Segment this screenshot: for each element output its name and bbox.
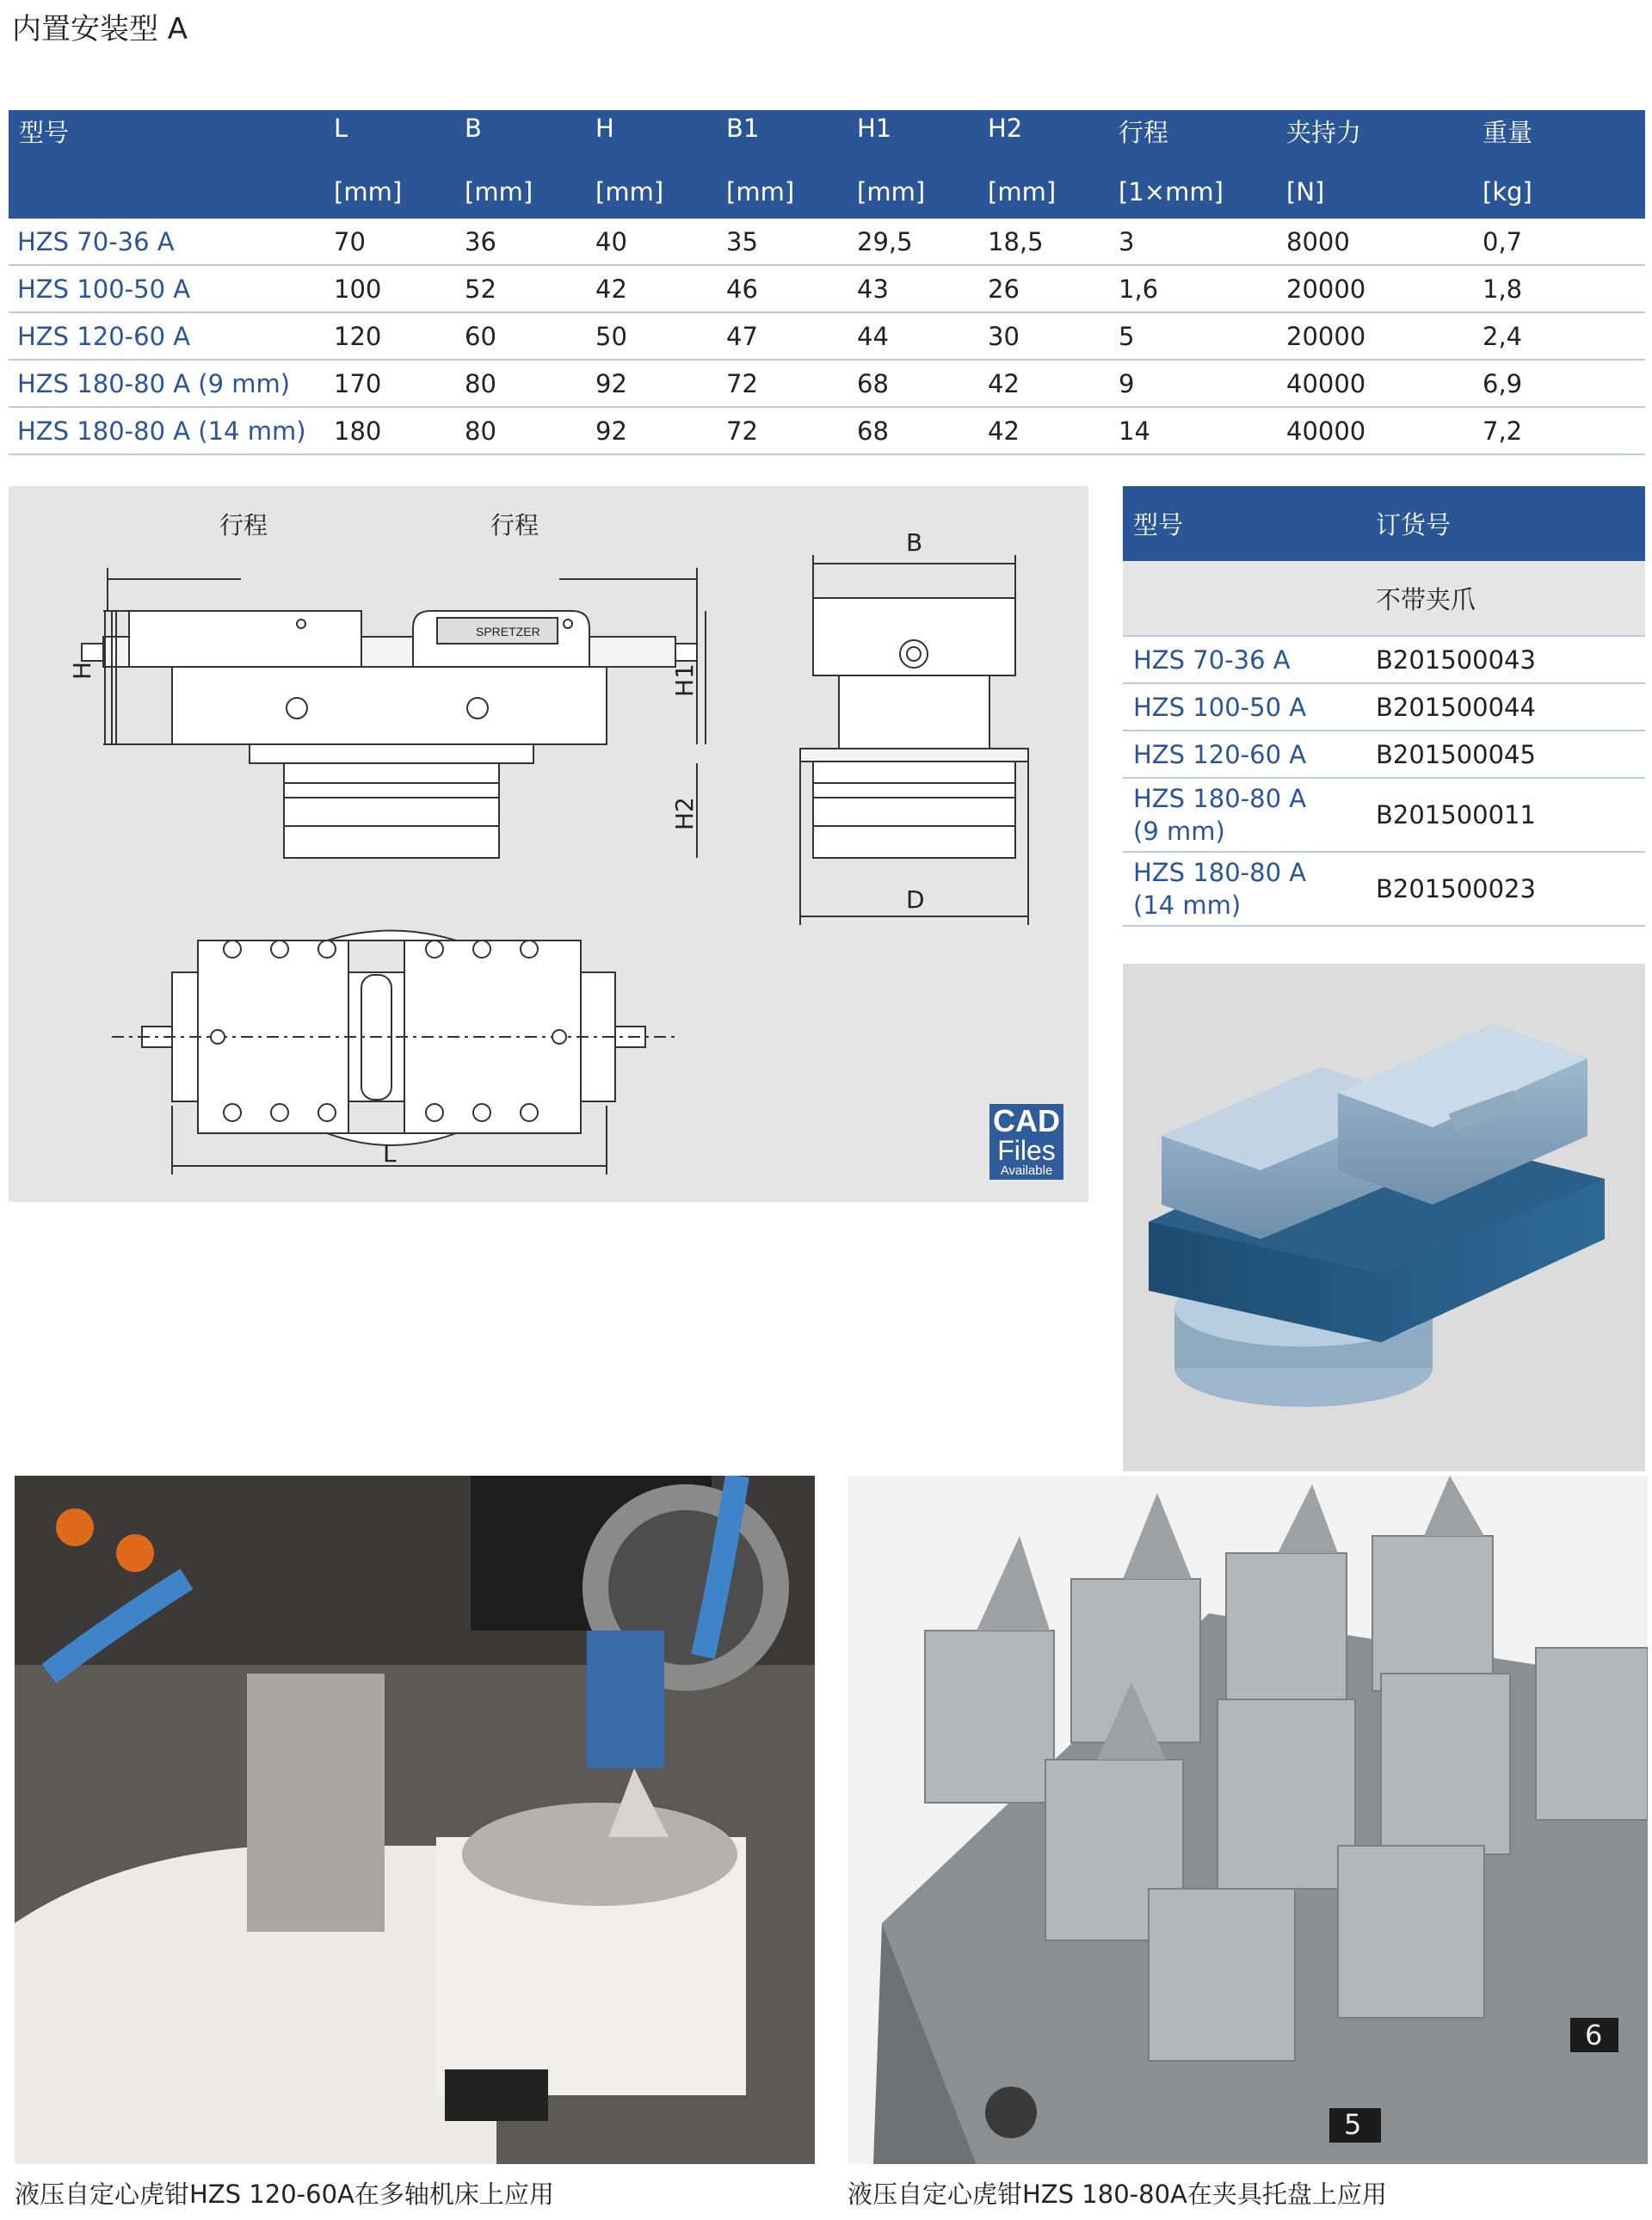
technical-drawing [9, 486, 1088, 1202]
col-header: B1 [716, 110, 847, 177]
spec-value-cell: 120 [324, 312, 454, 360]
spec-value-cell: 80 [454, 360, 585, 407]
spec-value-cell: 50 [585, 312, 716, 360]
spec-value-cell: 100 [324, 265, 454, 312]
dim-label-stroke-right: 行程 [490, 511, 539, 540]
col-header: B [454, 110, 585, 177]
order-table [1123, 486, 1645, 927]
spec-value-cell: 29,5 [847, 219, 977, 265]
dim-label-h: H [68, 661, 96, 680]
col-unit: [kg] [1472, 177, 1645, 219]
spec-model-cell: HZS 70-36 A [9, 219, 324, 265]
spec-value-cell: 40000 [1276, 407, 1472, 454]
spec-value-cell: 92 [585, 407, 716, 454]
spec-model-cell: HZS 100-50 A [9, 265, 324, 312]
page-title: 内置安装型 A [12, 12, 188, 46]
col-unit: [mm] [977, 177, 1108, 219]
order-number-cell: B201500045 [1365, 731, 1645, 778]
order-number-cell: B201500043 [1365, 636, 1645, 683]
spec-value-cell: 72 [716, 360, 847, 407]
spec-value-cell: 70 [324, 219, 454, 265]
col-header: L [324, 110, 454, 177]
order-col-header: 订货号 [1365, 486, 1645, 561]
spec-value-cell: 2,4 [1472, 312, 1645, 360]
spec-value-cell: 30 [977, 312, 1108, 360]
spec-value-cell: 60 [454, 312, 585, 360]
spec-value-cell: 20000 [1276, 312, 1472, 360]
spec-value-cell: 1,8 [1472, 265, 1645, 312]
spec-body [9, 219, 1645, 454]
order-model-cell: HZS 100-50 A [1123, 683, 1365, 731]
order-row [1123, 731, 1645, 778]
col-header: H1 [847, 110, 977, 177]
caption-left-photo: 液压自定心虎钳HZS 120-60A在多轴机床上应用 [15, 2180, 554, 2209]
col-unit [9, 177, 324, 219]
col-unit: [mm] [324, 177, 454, 219]
photo-fixture-pallet [848, 1476, 1648, 2164]
col-header: 重量 [1472, 110, 1645, 177]
photo-multi-axis-machine [15, 1476, 815, 2164]
dim-label-l: L [383, 1139, 397, 1168]
spec-value-cell: 3 [1108, 219, 1276, 265]
spec-value-cell: 18,5 [977, 219, 1108, 265]
spec-value-cell: 68 [847, 360, 977, 407]
machine-photo-image [15, 1476, 815, 2164]
spec-value-cell: 8000 [1276, 219, 1472, 265]
col-unit: [mm] [847, 177, 977, 219]
col-header: 型号 [9, 110, 324, 177]
cad-badge-line1: CAD [993, 1103, 1060, 1138]
spec-row [9, 360, 1645, 407]
spec-value-cell: 20000 [1276, 265, 1472, 312]
dim-label-stroke-left: 行程 [219, 511, 268, 540]
spec-value-cell: 42 [585, 265, 716, 312]
order-row [1123, 778, 1645, 852]
spec-value-cell: 0,7 [1472, 219, 1645, 265]
col-header: 夹持力 [1276, 110, 1472, 177]
spec-value-cell: 40000 [1276, 360, 1472, 407]
spec-model-cell: HZS 120-60 A [9, 312, 324, 360]
order-number-cell: B201500011 [1365, 778, 1645, 852]
order-subheader-row [1123, 561, 1645, 636]
spec-value-cell: 92 [585, 360, 716, 407]
spec-value-cell: 36 [454, 219, 585, 265]
spec-value-cell: 6,9 [1472, 360, 1645, 407]
col-header: H2 [977, 110, 1108, 177]
col-header: 行程 [1108, 110, 1276, 177]
spec-value-cell: 44 [847, 312, 977, 360]
order-row [1123, 683, 1645, 731]
order-model-cell: HZS 180-80 A (14 mm) [1123, 852, 1365, 926]
spec-value-cell: 47 [716, 312, 847, 360]
col-unit: [N] [1276, 177, 1472, 219]
spec-value-cell: 180 [324, 407, 454, 454]
technical-drawing-panel [9, 486, 1088, 1202]
spec-value-cell: 14 [1108, 407, 1276, 454]
spec-value-cell: 40 [585, 219, 716, 265]
order-row [1123, 636, 1645, 683]
vise-render-image [1123, 964, 1645, 1471]
order-col-header: 型号 [1123, 486, 1365, 561]
spec-value-cell: 72 [716, 407, 847, 454]
spec-header-row [9, 110, 1645, 177]
cad-badge-line3: Available [1000, 1163, 1053, 1178]
spec-model-cell: HZS 180-80 A (14 mm) [9, 407, 324, 454]
spec-value-cell: 42 [977, 360, 1108, 407]
order-subheader-empty [1123, 561, 1365, 636]
cad-files-badge[interactable] [989, 1104, 1063, 1180]
pallet-number-5: 5 [1344, 2108, 1362, 2141]
spec-row [9, 407, 1645, 454]
spec-model-cell: HZS 180-80 A (9 mm) [9, 360, 324, 407]
order-subheader: 不带夹爪 [1365, 561, 1645, 636]
order-number-cell: B201500044 [1365, 683, 1645, 731]
pallet-number-6: 6 [1585, 2019, 1603, 2051]
dim-label-d: D [906, 885, 925, 914]
spec-row [9, 265, 1645, 312]
order-body [1123, 636, 1645, 926]
col-unit: [1×mm] [1108, 177, 1276, 219]
order-model-cell: HZS 120-60 A [1123, 731, 1365, 778]
caption-right-photo: 液压自定心虎钳HZS 180-80A在夹具托盘上应用 [848, 2180, 1387, 2209]
drawing-logo-text: SPRETZER [476, 625, 540, 638]
product-3d-render [1123, 964, 1645, 1471]
dim-label-h2: H2 [670, 797, 699, 830]
spec-row [9, 312, 1645, 360]
spec-value-cell: 5 [1108, 312, 1276, 360]
dim-label-b: B [906, 528, 923, 557]
spec-table [9, 110, 1645, 455]
spec-value-cell: 46 [716, 265, 847, 312]
order-model-cell: HZS 70-36 A [1123, 636, 1365, 683]
cad-badge-line2: Files [997, 1135, 1056, 1166]
spec-value-cell: 35 [716, 219, 847, 265]
dim-label-h1: H1 [670, 663, 699, 697]
spec-value-cell: 42 [977, 407, 1108, 454]
spec-value-cell: 68 [847, 407, 977, 454]
order-number-cell: B201500023 [1365, 852, 1645, 926]
pallet-photo-image [848, 1476, 1648, 2164]
col-unit: [mm] [585, 177, 716, 219]
spec-value-cell: 43 [847, 265, 977, 312]
order-model-cell: HZS 180-80 A (9 mm) [1123, 778, 1365, 852]
spec-value-cell: 26 [977, 265, 1108, 312]
col-unit: [mm] [454, 177, 585, 219]
spec-value-cell: 80 [454, 407, 585, 454]
col-header: H [585, 110, 716, 177]
col-unit: [mm] [716, 177, 847, 219]
order-row [1123, 852, 1645, 926]
spec-value-cell: 52 [454, 265, 585, 312]
spec-value-cell: 9 [1108, 360, 1276, 407]
spec-value-cell: 1,6 [1108, 265, 1276, 312]
spec-unit-row [9, 177, 1645, 219]
order-header-row [1123, 486, 1645, 561]
spec-row [9, 219, 1645, 265]
spec-value-cell: 170 [324, 360, 454, 407]
spec-value-cell: 7,2 [1472, 407, 1645, 454]
